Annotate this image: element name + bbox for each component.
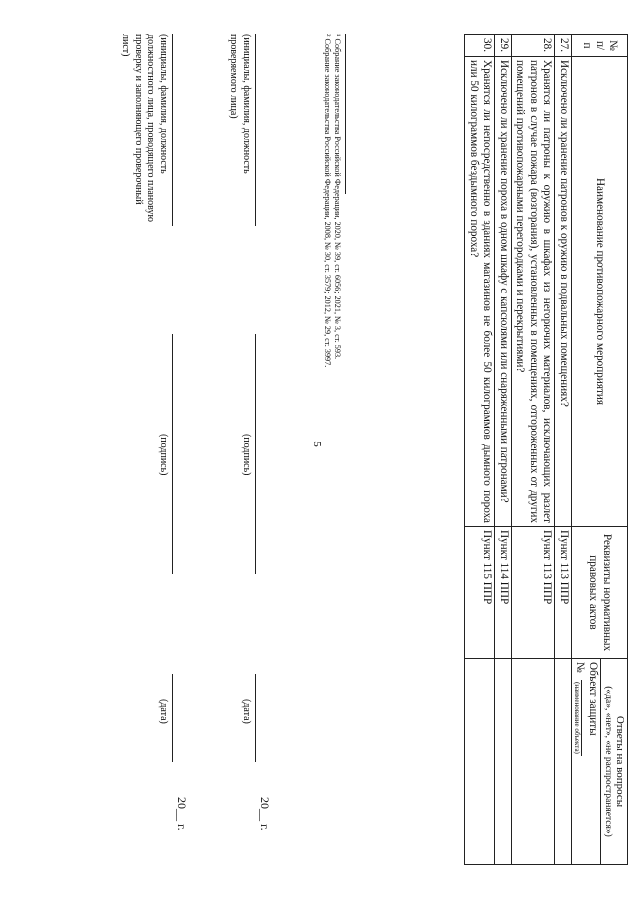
answers-title: Ответы на вопросы — [614, 715, 626, 808]
table-row — [555, 35, 571, 865]
year-1: 20__ г. — [258, 797, 272, 831]
header-ref: Реквизиты нормативных правовых актов — [571, 527, 627, 659]
landscape-content — [28, 34, 628, 864]
header-object — [571, 659, 601, 865]
checklist-table — [465, 34, 629, 865]
row-answer-cell[interactable] — [495, 659, 511, 865]
footnote-rule — [345, 34, 346, 194]
row-ref: Пункт 113 ППР — [555, 527, 571, 659]
row-answer-cell[interactable] — [465, 659, 495, 865]
object-title: Объект защиты — [587, 662, 600, 736]
table-row — [511, 35, 554, 865]
date-line-1[interactable] — [255, 674, 256, 762]
name-line-1 — [255, 34, 256, 226]
signature-line-1[interactable] — [255, 334, 256, 574]
signer-role-2: (инициалы, фамилия, должность должностного лица, проводящего плановую проверку и заполняющего проверочный лист) — [120, 34, 169, 222]
row-num: 28. — [511, 35, 554, 57]
footnotes — [322, 34, 347, 367]
row-num: 29. — [495, 35, 511, 57]
year-2: 20__ г. — [175, 797, 189, 831]
row-num: 30. — [465, 35, 495, 57]
row-text: Хранятся ли патроны к оружию в шкафах из негорючих материалов, исключающих разлет патронов в случае пожара (возгорания), установленных в помещениях, отгороженных от других помещений противопожарными перегородками и перекрытиями? — [511, 57, 554, 527]
object-number-row — [573, 662, 586, 861]
object-caption: (наименование объекта) — [572, 682, 581, 754]
name-line-2 — [172, 34, 173, 226]
row-text: Хранятся ли непосредственно в зданиях магазинов не более 50 килограммов дымного пороха или 50 килограммов бездымного пороха? — [465, 57, 495, 527]
signature-line-2[interactable] — [172, 334, 173, 574]
header-name: Наименование противопожарного мероприятия — [571, 57, 627, 527]
signer-role-1: (инициалы, фамилия, должность проверяемого лица) — [228, 34, 252, 174]
row-ref: Пункт 113 ППР — [511, 527, 554, 659]
row-text: Исключено ли хранение пороха в одном шкафу с капсюлями или снаряженными патронами? — [495, 57, 511, 527]
row-ref: Пункт 114 ППР — [495, 527, 511, 659]
object-number-sign: № — [574, 662, 586, 673]
date-line-2[interactable] — [172, 674, 173, 762]
row-answer-cell[interactable] — [511, 659, 554, 865]
date-caption-2: (дата) — [158, 699, 169, 724]
page-number: 5 — [310, 441, 323, 447]
signature-caption-2: (подпись) — [158, 434, 169, 476]
date-caption-1: (дата) — [241, 699, 252, 724]
row-text: Исключено ли хранение патронов к оружию в подвальных помещениях? — [555, 57, 571, 527]
footnote-2: ² Собрание законодательства Российской Федерации, 2008, № 30, ст. 3579; 2012, № 29, ст. 3997. — [322, 34, 332, 368]
answers-note: («да», «нет», «не распространяется») — [603, 686, 614, 837]
row-ref: Пункт 115 ППР — [465, 527, 495, 659]
table-row — [465, 35, 495, 865]
footnote-1: ¹ Собрание законодательства Российской Федерации, 2020, № 39, ст. 6056; 2021, № 3, ст. 593. — [333, 34, 342, 360]
row-num: 27. — [555, 35, 571, 57]
table-row — [495, 35, 511, 865]
header-answers — [601, 659, 628, 865]
header-num: № п/п — [571, 35, 627, 57]
signature-caption-1: (подпись) — [241, 434, 252, 476]
table-header-row — [601, 35, 628, 865]
row-answer-cell[interactable] — [555, 659, 571, 865]
